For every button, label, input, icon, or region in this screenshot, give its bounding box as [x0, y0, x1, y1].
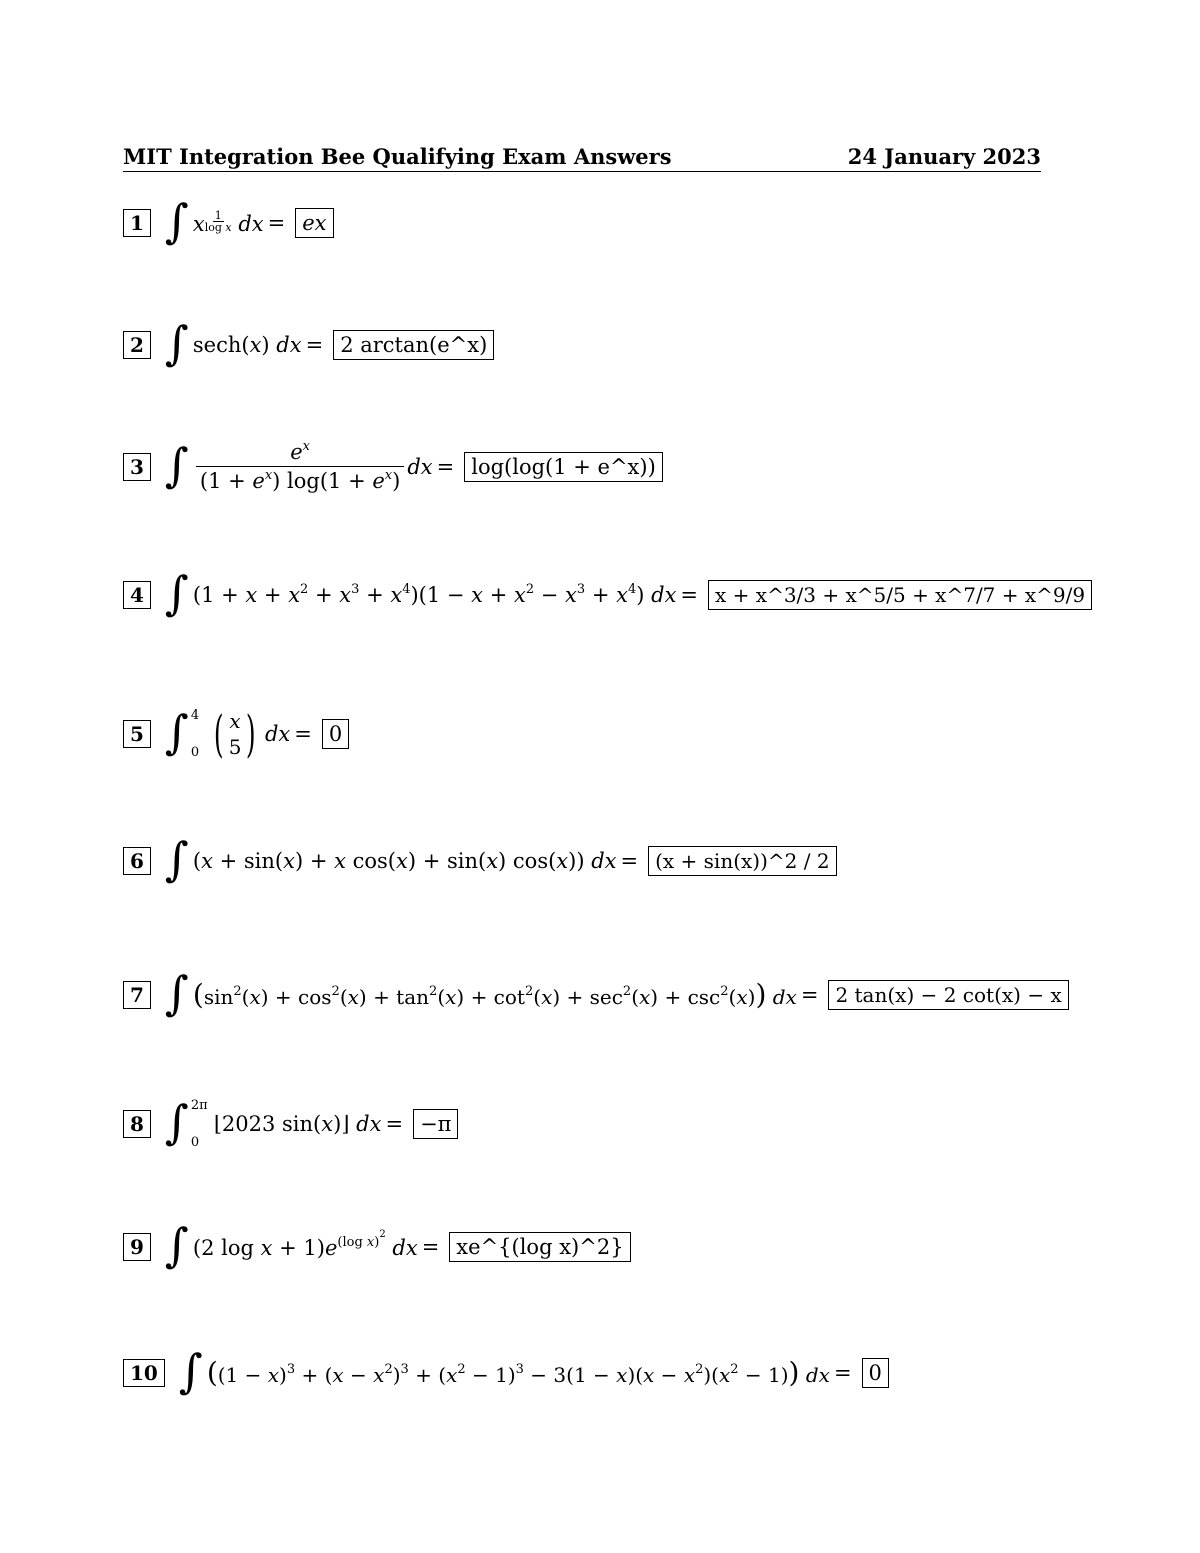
integral-sign: ∫: [164, 437, 189, 492]
problem-9: 9 ∫ (2 $\log x + 1)e^{(log x)^2}$ dx = xe^{(log x)^2}: [123, 1224, 631, 1270]
lower-limit: 0: [190, 1135, 200, 1150]
integrand: ⌊2023 sin(x)⌋ dx: [213, 1112, 382, 1136]
integral-limits: [191, 708, 199, 760]
integral-sign: ∫: [164, 194, 189, 248]
answer-box: [862, 1358, 889, 1388]
integrand: $((1 - x)^3 + (x - x^2)^3 + (x^2 - 1)^3 - 3(1 - x)(x - x^2)(x^2 - 1))$ dx: [206, 1356, 830, 1389]
answer-box: [333, 330, 494, 360]
integrand: $(1 + x + x^2 + x^3 + x^4)(1 - x + x^2 - x^3 + x^4)$ dx: [192, 582, 677, 607]
answer-box: [413, 1109, 458, 1139]
problem-number: 10: [123, 1359, 165, 1387]
problem-number: 5: [123, 720, 151, 748]
lower-limit: 0: [190, 745, 200, 760]
problem-2: 2 ∫ sech(x) dx = 2 arctan(e^x): [123, 322, 494, 368]
upper-limit: 2π: [190, 1098, 208, 1113]
integral-sign: ∫: [164, 1095, 189, 1149]
problem-number: 3: [123, 453, 151, 481]
answer-box: [295, 208, 333, 238]
problem-number: 8: [123, 1110, 151, 1138]
problem-number: 4: [123, 581, 151, 609]
integrand: sech(x) dx: [192, 333, 302, 357]
integral-sign: ∫: [164, 1218, 189, 1272]
integrand: (2 $\log x + 1)e^{(log x)^2}$ dx: [192, 1228, 418, 1260]
problem-8: 8 ∫ 2π 0 ⌊2023 sin(x)⌋ dx = −π: [123, 1098, 458, 1150]
problem-number: 9: [123, 1233, 151, 1261]
answer: 2 tan(x) − 2 cot(x) − x: [835, 983, 1062, 1007]
problem-1: 1 ∫ x $\frac{1}{\text{log x}}$ dx = ex: [123, 200, 334, 246]
answer: log(log(1 + e^x)): [471, 454, 656, 479]
answer: 2 arctan(e^x): [340, 333, 488, 357]
answer: 0: [868, 1361, 882, 1385]
integral-sign: ∫: [164, 316, 189, 370]
answer-box: [464, 452, 663, 482]
problem-4: 4 ∫ $(1 + x + x^2 + x^3 + x^4)(1 - x + x^2 - x^3 + x^4)$ dx = x + x^3/3 + x^5/5 + x^7/7 + x^9/9: [123, 572, 1092, 618]
problem-number: 1: [123, 209, 151, 237]
page-header: [123, 144, 1041, 172]
integral-sign: ∫: [164, 966, 189, 1020]
integral-sign: ∫: [178, 1344, 203, 1398]
integrand-fraction: $\frac{e^x}{(1 + e^x) \log(1 + e^x)}$: [196, 440, 404, 493]
problem-5: 5 ∫ 4 0 ( x 5 ) dx = 0: [123, 708, 349, 760]
answer-box: x + x^3/3 + x^5/5 + x^7/7 + x^9/9: [708, 580, 1092, 610]
integral-sign: ∫: [164, 705, 189, 759]
answer-box: (x + sin(x))^2 / 2: [648, 846, 836, 876]
problem-10: 10 ∫ $((1 - x)^3 + (x - x^2)^3 + (x^2 - 1)^3 - 3(1 - x)(x - x^2)(x^2 - 1))$ dx = 0: [123, 1350, 889, 1396]
problem-6: 6 ∫ (x + sin(x) + x cos(x) + sin(x) cos(x)) dx = (x + sin(x))^2 / 2: [123, 838, 837, 884]
problem-3: 3 ∫ $\frac{e^x}{(1 + e^x) \log(1 + e^x)}$ dx = log(log(1 + e^x)): [123, 440, 663, 493]
upper-limit: 4: [190, 708, 200, 723]
answer: ex: [302, 211, 327, 235]
integral-limits: [191, 1098, 208, 1150]
integrand: $(\sin^2(x) + \cos^2(x) + \tan^2(x) + \cot^2(x) + \sec^2(x) + \csc^2(x))$ dx: [192, 978, 797, 1011]
integral-sign: ∫: [164, 566, 189, 620]
binomial: ( x 5 ): [214, 705, 257, 763]
answer-box: [449, 1232, 630, 1262]
answer-box: [322, 719, 349, 749]
document-title: MIT Integration Bee Qualifying Exam Answers: [123, 144, 672, 169]
answer: xe^{(log x)^2}: [456, 1235, 624, 1259]
answer-box: [828, 980, 1068, 1010]
integral-sign: ∫: [164, 832, 189, 886]
problem-number: 7: [123, 981, 151, 1009]
answer: −π: [420, 1112, 452, 1136]
integrand: (x + sin(x) + x cos(x) + sin(x) cos(x)) dx: [192, 849, 617, 873]
integrand: x $\frac{1}{\text{log x}}$ dx: [192, 209, 264, 236]
problem-number: 2: [123, 331, 151, 359]
answer: 0: [328, 722, 343, 746]
problem-7: 7 ∫ $(\sin^2(x) + \cos^2(x) + \tan^2(x) + \cot^2(x) + \sec^2(x) + \csc^2(x))$ dx = 2 tan(x) − 2 cot(x) − x: [123, 972, 1069, 1018]
document-date: 24 January 2023: [847, 144, 1041, 169]
problem-number: 6: [123, 847, 151, 875]
